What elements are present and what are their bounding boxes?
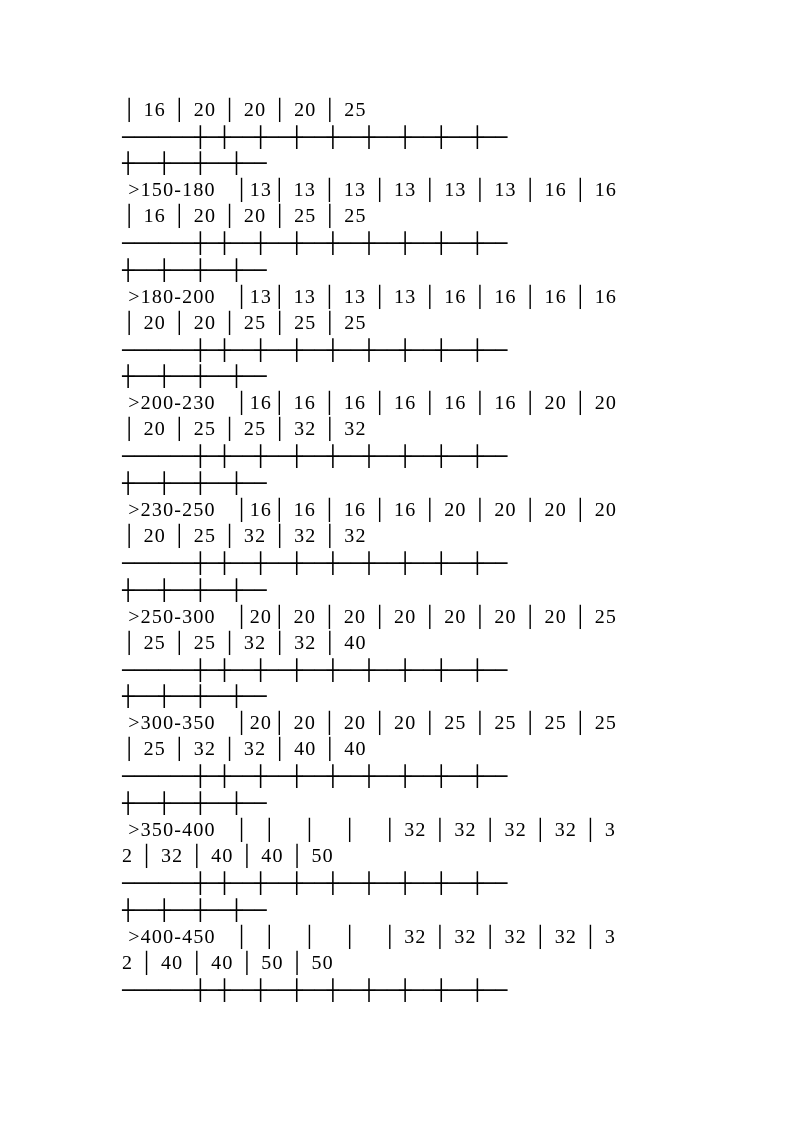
table-rule: ┼──┼──┼──┼── [122, 151, 267, 175]
table-rule: ──────┼─┼──┼──┼──┼──┼──┼──┼──┼── [122, 658, 508, 682]
table-rule: ──────┼─┼──┼──┼──┼──┼──┼──┼──┼── [122, 444, 508, 468]
table-rule: ┼──┼──┼──┼── [122, 791, 267, 815]
table-rule: ──────┼─┼──┼──┼──┼──┼──┼──┼──┼── [122, 125, 508, 149]
table-rule: ──────┼─┼──┼──┼──┼──┼──┼──┼──┼── [122, 338, 508, 362]
table-rule: ──────┼─┼──┼──┼──┼──┼──┼──┼──┼── [122, 231, 508, 255]
text-line: >400-450 │ │ │ │ │ 32 │ 32 │ 32 │ 32 │ 3 [122, 926, 617, 948]
table-rule: ┼──┼──┼──┼── [122, 578, 267, 602]
text-line: >150-180 │13│ 13 │ 13 │ 13 │ 13 │ 13 │ 16 │ 16 [122, 179, 618, 201]
text-line: 2 │ 32 │ 40 │ 40 │ 50 [122, 845, 334, 867]
text-line: │ 16 │ 20 │ 20 │ 25 │ 25 [122, 205, 367, 227]
table-rule: ┼──┼──┼──┼── [122, 898, 267, 922]
table-rule: ──────┼─┼──┼──┼──┼──┼──┼──┼──┼── [122, 764, 508, 788]
text-line: >200-230 │16│ 16 │ 16 │ 16 │ 16 │ 16 │ 20 │ 20 [122, 392, 618, 414]
table-rule: ┼──┼──┼──┼── [122, 684, 267, 708]
text-line: │ 25 │ 32 │ 32 │ 40 │ 40 [122, 738, 367, 760]
table-rule: ┼──┼──┼──┼── [122, 471, 267, 495]
text-line: >350-400 │ │ │ │ │ 32 │ 32 │ 32 │ 32 │ 3 [122, 819, 617, 841]
text-line: │ 20 │ 25 │ 32 │ 32 │ 32 [122, 525, 367, 547]
text-line: >180-200 │13│ 13 │ 13 │ 13 │ 16 │ 16 │ 16 │ 16 [122, 286, 618, 308]
text-line: │ 20 │ 20 │ 25 │ 25 │ 25 [122, 312, 367, 334]
text-line: >250-300 │20│ 20 │ 20 │ 20 │ 20 │ 20 │ 20 │ 25 [122, 606, 618, 628]
table-rule: ┼──┼──┼──┼── [122, 258, 267, 282]
text-line: │ 20 │ 25 │ 25 │ 32 │ 32 [122, 418, 367, 440]
table-rule: ┼──┼──┼──┼── [122, 364, 267, 388]
text-line: >230-250 │16│ 16 │ 16 │ 16 │ 20 │ 20 │ 20 │ 20 [122, 499, 618, 521]
text-line: 2 │ 40 │ 40 │ 50 │ 50 [122, 952, 334, 974]
table-rule: ──────┼─┼──┼──┼──┼──┼──┼──┼──┼── [122, 871, 508, 895]
text-line: │ 25 │ 25 │ 32 │ 32 │ 40 [122, 632, 367, 654]
table-rule: ──────┼─┼──┼──┼──┼──┼──┼──┼──┼── [122, 978, 508, 1002]
text-line: >300-350 │20│ 20 │ 20 │ 20 │ 25 │ 25 │ 25 │ 25 [122, 712, 618, 734]
text-line: │ 16 │ 20 │ 20 │ 20 │ 25 [122, 99, 367, 121]
table-rule: ──────┼─┼──┼──┼──┼──┼──┼──┼──┼── [122, 551, 508, 575]
